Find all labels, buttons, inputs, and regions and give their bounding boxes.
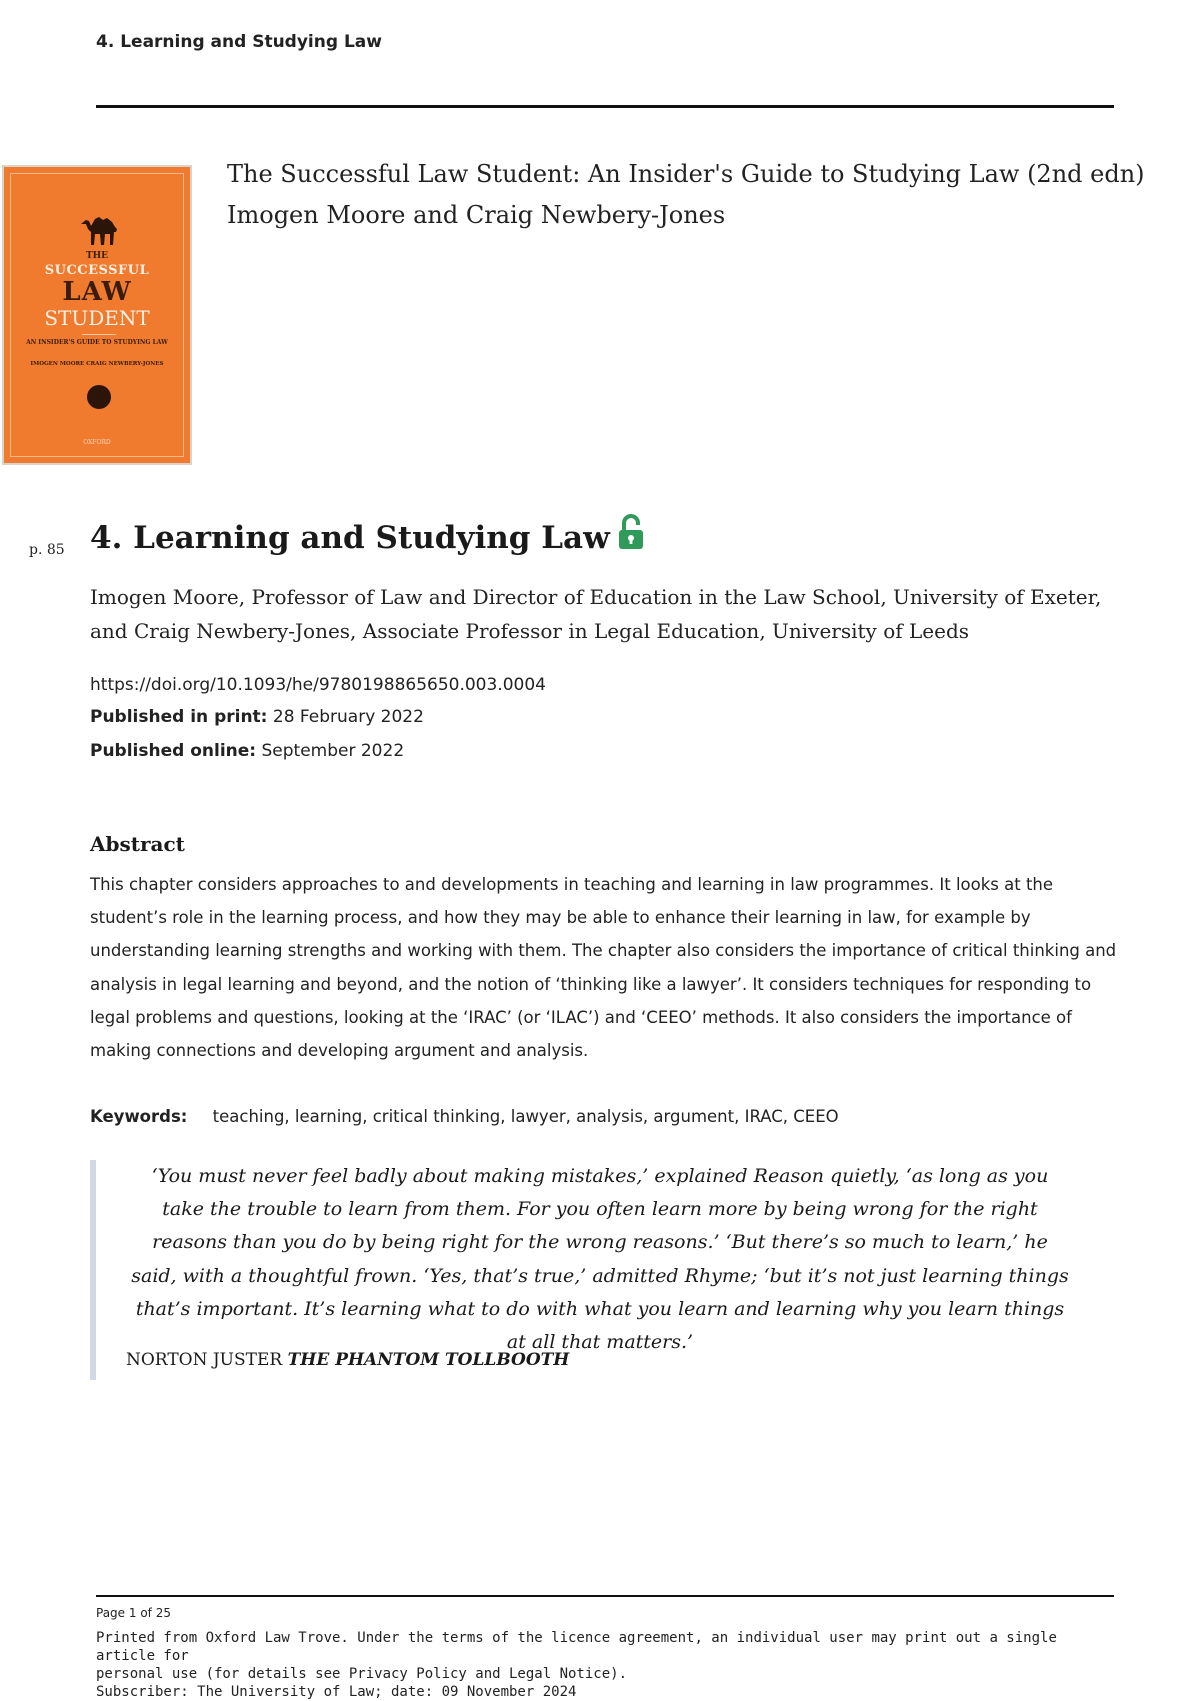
published-in-print-label: Published in print: <box>90 707 268 727</box>
running-header-title: 4. Learning and Studying Law <box>96 32 382 52</box>
published-online <box>90 741 404 761</box>
cover-law: LAW <box>62 277 132 307</box>
book-title[interactable]: The Successful Law Student: An Insider's Guide to Studying Law (2nd edn) <box>227 160 1145 188</box>
keywords <box>90 1107 839 1126</box>
cover-successful: SUCCESSFUL <box>44 263 150 278</box>
keywords-label: Keywords: <box>90 1107 188 1126</box>
keywords-list: teaching, learning, critical thinking, lawyer, analysis, argument, IRAC, CEEO <box>212 1107 839 1126</box>
published-online-date: September 2022 <box>261 741 405 761</box>
header-divider <box>96 105 1114 108</box>
epigraph-work: THE PHANTOM TOLLBOOTH <box>287 1350 570 1370</box>
cover-divider <box>82 334 116 335</box>
footer-note-line-3: Subscriber: The University of Law; date: 09 November 2024 <box>96 1684 577 1700</box>
camel-icon <box>77 210 123 246</box>
unlocked-padlock-icon <box>618 514 644 550</box>
published-in-print-date: 28 February 2022 <box>272 707 424 727</box>
page-number: Page 1 of 25 <box>96 1606 171 1620</box>
edition-badge <box>87 385 111 409</box>
book-cover-image[interactable] <box>2 165 192 465</box>
doi-link[interactable]: https://doi.org/10.1093/he/9780198865650.003.0004 <box>90 675 546 695</box>
published-online-label: Published online: <box>90 741 257 761</box>
epigraph-quote: ‘You must never feel badly about making mistakes,’ explained Reason quietly, ‘as long as you take the trouble to learn from them. For you often learn more by being wrong for the right reasons than you do by being right for the wrong reasons.’ ‘But there’s so much to learn,’ he said, with a thoughtful frown. ‘Yes, that’s true,’ admitted Rhyme; ‘but it’s not just learning things that’s important. It’s learning what to do with what you learn and learning why you learn things at all that matters.’ <box>131 1165 1069 1354</box>
footer-note-line-1: Printed from Oxford Law Trove. Under the terms of the licence agreement, an individual user may print out a single article for <box>96 1630 1057 1664</box>
author-affiliations: Imogen Moore, Professor of Law and Director of Education in the Law School, University of Exeter, and Craig Newbery-Jones, Associate Professor in Legal Education, University of Leeds <box>90 585 1102 643</box>
footer-note-line-2: personal use (for details see Privacy Policy and Legal Notice). <box>96 1666 628 1682</box>
abstract-text: This chapter considers approaches to and developments in teaching and learning in law programmes. It looks at the student’s role in the learning process, and how they may be able to enhance their learning in law, for example by understanding learning strengths and working with them. The chapter also considers the importance of critical thinking and analysis in legal learning and beyond, and the notion of ‘thinking like a lawyer’. It considers techniques for responding to legal problems and questions, looking at the ‘IRAC’ (or ‘ILAC’) and ‘CEEO’ methods. It also considers the importance of making connections and developing argument and analysis. <box>90 875 1117 1061</box>
published-in-print <box>90 707 424 727</box>
abstract-heading: Abstract <box>90 832 185 856</box>
chapter-title-text: 4. Learning and Studying Law <box>90 520 610 556</box>
epigraph-author: NORTON JUSTER <box>126 1350 283 1370</box>
footer-note <box>96 1629 1116 1701</box>
cover-publisher: OXFORD <box>83 439 111 446</box>
print-page-marker: p. 85 <box>29 542 65 558</box>
cover-subtitle: AN INSIDER'S GUIDE TO STUDYING LAW <box>26 339 168 346</box>
cover-authors: IMOGEN MOORE CRAIG NEWBERY-JONES <box>30 361 164 367</box>
chapter-title <box>90 520 644 556</box>
epigraph-attribution <box>126 1350 569 1370</box>
cover-student: STUDENT <box>44 306 150 330</box>
footer-divider <box>96 1595 1114 1597</box>
book-authors: Imogen Moore and Craig Newbery-Jones <box>227 201 726 229</box>
cover-the: THE <box>85 251 109 261</box>
epigraph <box>90 1160 1080 1380</box>
